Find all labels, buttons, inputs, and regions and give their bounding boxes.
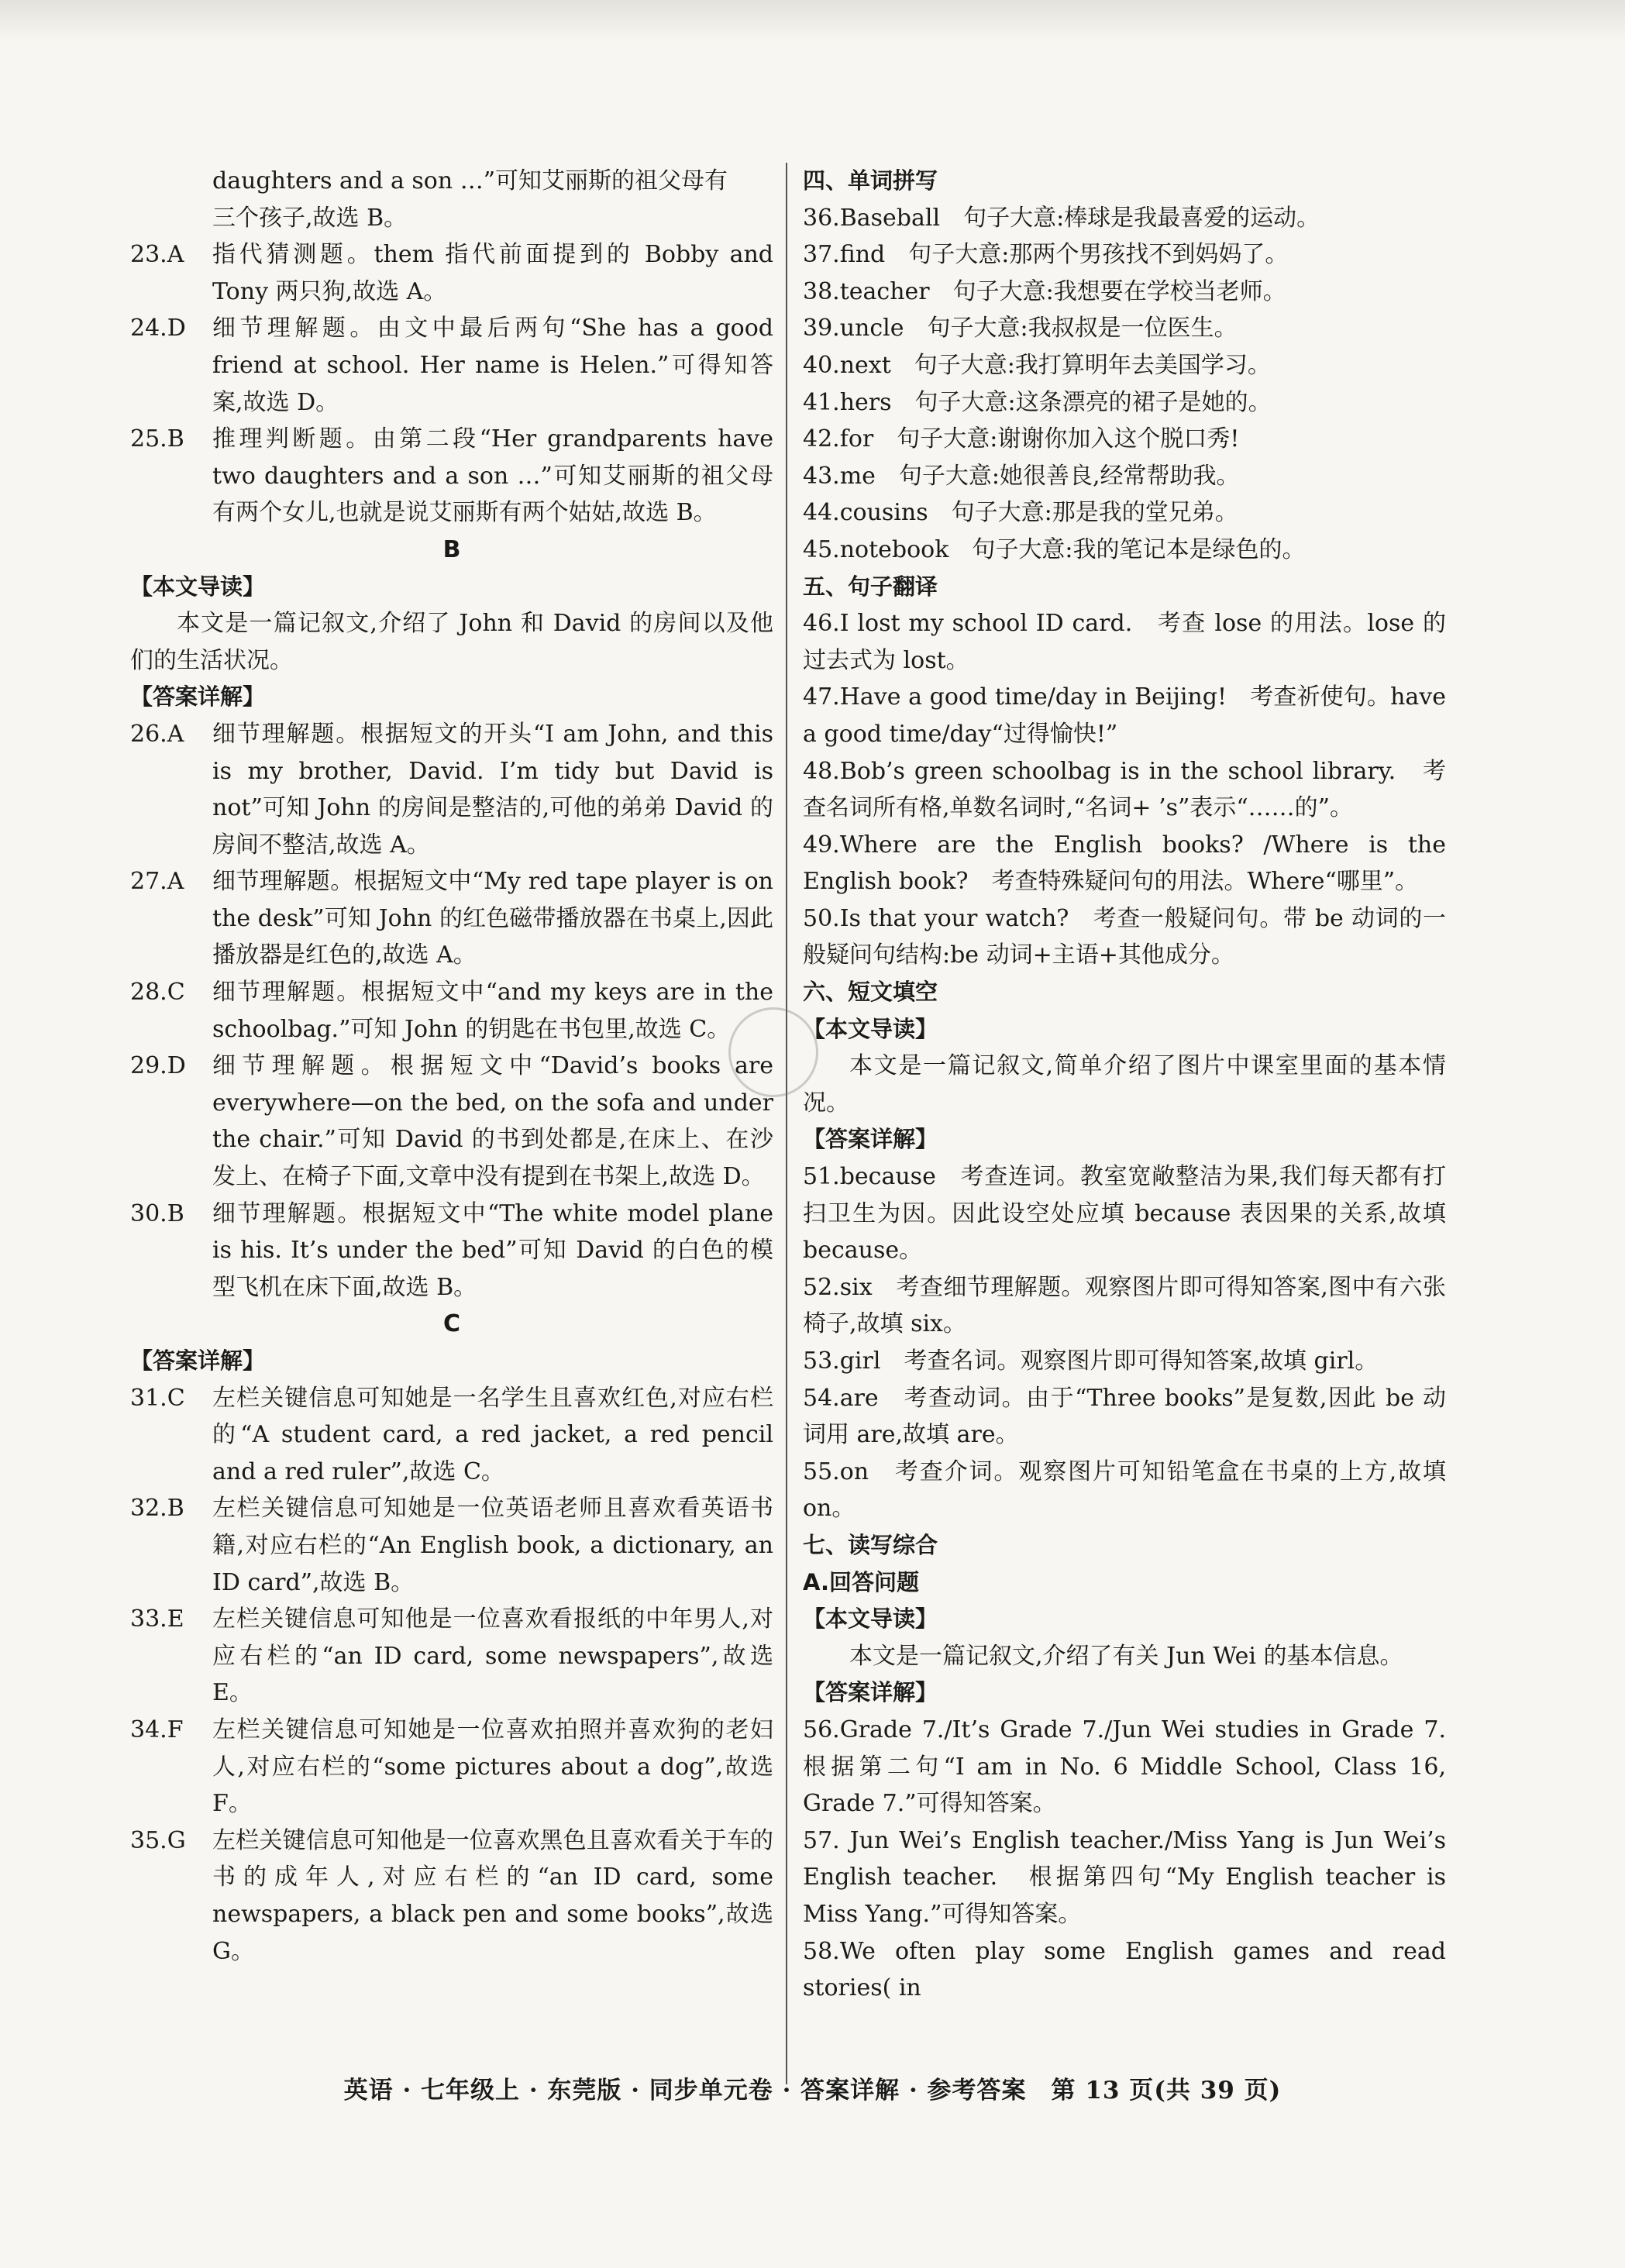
left-column — [130, 163, 773, 1970]
answer-line: 38.teacher 句子大意:我想要在学校当老师。 — [803, 277, 1286, 305]
answer-line: 53.girl 考查名词。观察图片即可得知答案,故填 girl。 — [803, 1347, 1379, 1375]
answer-line: 37.find 句子大意:那两个男孩找不到妈妈了。 — [803, 241, 1289, 269]
answer-number: 26.A — [130, 720, 184, 748]
section-4-title: 四、单词拼写 — [803, 167, 938, 194]
section-c-title: C — [442, 1310, 461, 1338]
guide-label: 【本文导读】 — [803, 1015, 938, 1042]
answer-item — [130, 1196, 773, 1306]
answer-item — [130, 863, 773, 974]
page-footer: 英语 · 七年级上 · 东莞版 · 同步单元卷 · 答案详解 · 参考答案 第 13 页(共 39 页) — [343, 2077, 1282, 2105]
answer-line: 54.are 考查动词。由于“Three books”是复数,因此 be 动词用 are,故填 are。 — [803, 1384, 1446, 1449]
column-divider — [786, 163, 787, 2084]
guide-text: 本文是一篇记叙文,介绍了 John 和 David 的房间以及他们的生活状况。 — [130, 610, 773, 674]
answer-line: 44.cousins 句子大意:那是我的堂兄弟。 — [803, 499, 1238, 527]
section-6-title: 六、短文填空 — [803, 979, 938, 1006]
answer-text: 细节理解题。根据短文中“and my keys are in the schoolbag.”可知 John 的钥匙在书包里,故选 C。 — [212, 979, 773, 1043]
answer-label: 【答案详解】 — [803, 1126, 938, 1153]
answer-text: 细节理解题。根据短文中“The white model plane is his. It’s under the bed”可知 David 的白色的模型飞机在床下面,故选 B。 — [212, 1199, 773, 1301]
answer-line: 46.I lost my school ID card. 考查 lose 的用法。lose 的过去式为 lost。 — [803, 610, 1446, 674]
answer-text: 指代猜测题。them 指代前面提到的 Bobby and Tony 两只狗,故选 A。 — [212, 241, 773, 305]
answer-number: 23.A — [130, 241, 184, 269]
answer-label: 【答案详解】 — [130, 683, 266, 711]
answer-number: 31.C — [130, 1384, 185, 1412]
guide-label: 【本文导读】 — [130, 573, 266, 600]
continuation-line-1: daughters and a son …”可知艾丽斯的祖父母有 — [212, 167, 728, 194]
answer-number: 25.B — [130, 425, 184, 453]
answer-number: 34.F — [130, 1716, 184, 1743]
answer-line: 36.Baseball 句子大意:棒球是我最喜爱的运动。 — [803, 204, 1320, 232]
answer-item — [130, 1380, 773, 1491]
scan-top-edge — [0, 0, 1625, 40]
continuation-line-2: 三个孩子,故选 B。 — [212, 204, 408, 232]
answer-number: 32.B — [130, 1495, 184, 1523]
answer-line: 41.hers 句子大意:这条漂亮的裙子是她的。 — [803, 388, 1272, 416]
answer-text: 左栏关键信息可知他是一位喜欢看报纸的中年男人,对应右栏的“an ID card, some newspapers”,故选 E。 — [212, 1605, 773, 1707]
section-7a-title: A.回答问题 — [803, 1568, 919, 1595]
answer-item — [130, 1601, 773, 1712]
answer-text: 细节理解题。根据短文中“David’s books are everywhere—on the bed, on the sofa and under the chair.”可知 David 的书到处都是,在床上、在沙发上、在椅子下面,文章中没有提到在书架上,故选 D。 — [212, 1052, 773, 1191]
answer-line: 39.uncle 句子大意:我叔叔是一位医生。 — [803, 315, 1238, 342]
answer-item — [130, 1048, 773, 1195]
answer-number: 28.C — [130, 979, 185, 1007]
answer-line: 56.Grade 7./It’s Grade 7./Jun Wei studies in Grade 7. 根据第二句“I am in No. 6 Middle School, Class 16, Grade 7.”可得知答案。 — [803, 1716, 1446, 1818]
answer-line: 40.next 句子大意:我打算明年去美国学习。 — [803, 351, 1271, 379]
guide-text-7: 本文是一篇记叙文,介绍了有关 Jun Wei 的基本信息。 — [849, 1642, 1403, 1670]
answer-item — [130, 974, 773, 1048]
answer-number: 30.B — [130, 1199, 184, 1227]
answer-number: 29.D — [130, 1052, 186, 1080]
answer-text: 左栏关键信息可知她是一位英语老师且喜欢看英语书籍,对应右栏的“An English book, a dictionary, an ID card”,故选 B。 — [212, 1495, 773, 1596]
answer-text: 细节理解题。由文中最后两句“She has a good friend at school. Her name is Helen.”可得知答案,故选 D。 — [212, 315, 773, 416]
right-column — [803, 163, 1446, 2007]
answer-item — [130, 310, 773, 421]
answer-item — [130, 1490, 773, 1601]
answer-line: 57. Jun Wei’s English teacher./Miss Yang is Jun Wei’s English teacher. 根据第四句“My English teacher is Miss Yang.”可得知答案。 — [803, 1826, 1446, 1928]
answer-text: 左栏关键信息可知他是一位喜欢黑色且喜欢看关于车的书的成年人,对应右栏的“an ID card, some newspapers, a black pen and some books”,故选 G。 — [212, 1826, 773, 1965]
answer-line: 42.for 句子大意:谢谢你加入这个脱口秀! — [803, 425, 1240, 453]
answer-item — [130, 716, 773, 863]
answer-item — [130, 421, 773, 532]
answer-number: 35.G — [130, 1826, 186, 1854]
answer-line: 50.Is that your watch? 考查一般疑问句。带 be 动词的一般疑问句结构:be 动词+主语+其他成分。 — [803, 904, 1446, 969]
answer-label-7: 【答案详解】 — [803, 1679, 938, 1706]
answer-line: 58.We often play some English games and read stories( in — [803, 1937, 1446, 2002]
section-5-title: 五、句子翻译 — [803, 573, 938, 600]
answer-line: 47.Have a good time/day in Beijing! 考查祈使句。have a good time/day“过得愉快!” — [803, 683, 1446, 748]
answer-text: 细节理解题。根据短文中“My red tape player is on the desk”可知 John 的红色磁带播放器在书桌上,因此播放器是红色的,故选 A。 — [212, 868, 773, 969]
seal-stamp — [728, 1007, 818, 1097]
answer-line: 43.me 句子大意:她很善良,经常帮助我。 — [803, 462, 1240, 490]
guide-text: 本文是一篇记叙文,简单介绍了图片中课室里面的基本情况。 — [803, 1052, 1446, 1117]
answer-item — [130, 1712, 773, 1822]
answer-item — [130, 236, 773, 310]
section-7-title: 七、读写综合 — [803, 1531, 938, 1558]
answer-line: 48.Bob’s green schoolbag is in the school library. 考查名词所有格,单数名词时,“名词+ ’s”表示“……的”。 — [803, 757, 1446, 822]
answer-line: 51.because 考查连词。教室宽敞整洁为果,我们每天都有打扫卫生为因。因此设空处应填 because 表因果的关系,故填 because。 — [803, 1163, 1446, 1265]
answer-number: 27.A — [130, 868, 184, 896]
answer-line: 55.on 考查介词。观察图片可知铅笔盒在书桌的上方,故填 on。 — [803, 1458, 1446, 1523]
section-b-title: B — [442, 535, 461, 563]
answer-text: 左栏关键信息可知她是一名学生且喜欢红色,对应右栏的“A student card, a red jacket, a red pencil and a red ruler”,故选 C。 — [212, 1384, 773, 1485]
answer-line: 52.six 考查细节理解题。观察图片即可得知答案,图中有六张椅子,故填 six。 — [803, 1273, 1446, 1338]
answer-text: 细节理解题。根据短文的开头“I am John, and this is my brother, David. I’m tidy but David is not”可知 John 的房间是整洁的,可他的弟弟 David 的房间不整洁,故选 A。 — [212, 720, 773, 859]
answer-text: 推理判断题。由第二段“Her grandparents have two daughters and a son …”可知艾丽斯的祖父母有两个女儿,也就是说艾丽斯有两个姑姑,故选 B。 — [212, 425, 773, 527]
answer-line: 49.Where are the English books? /Where is the English book? 考查特殊疑问句的用法。Where“哪里”。 — [803, 831, 1446, 896]
answer-number: 33.E — [130, 1605, 184, 1633]
answer-text: 左栏关键信息可知她是一位喜欢拍照并喜欢狗的老妇人,对应右栏的“some pictures about a dog”,故选 F。 — [212, 1716, 773, 1818]
answer-line: 45.notebook 句子大意:我的笔记本是绿色的。 — [803, 535, 1306, 563]
answer-item — [130, 1822, 773, 1970]
guide-label-7: 【本文导读】 — [803, 1605, 938, 1633]
answer-number: 24.D — [130, 315, 186, 342]
answer-label-c: 【答案详解】 — [130, 1347, 266, 1374]
